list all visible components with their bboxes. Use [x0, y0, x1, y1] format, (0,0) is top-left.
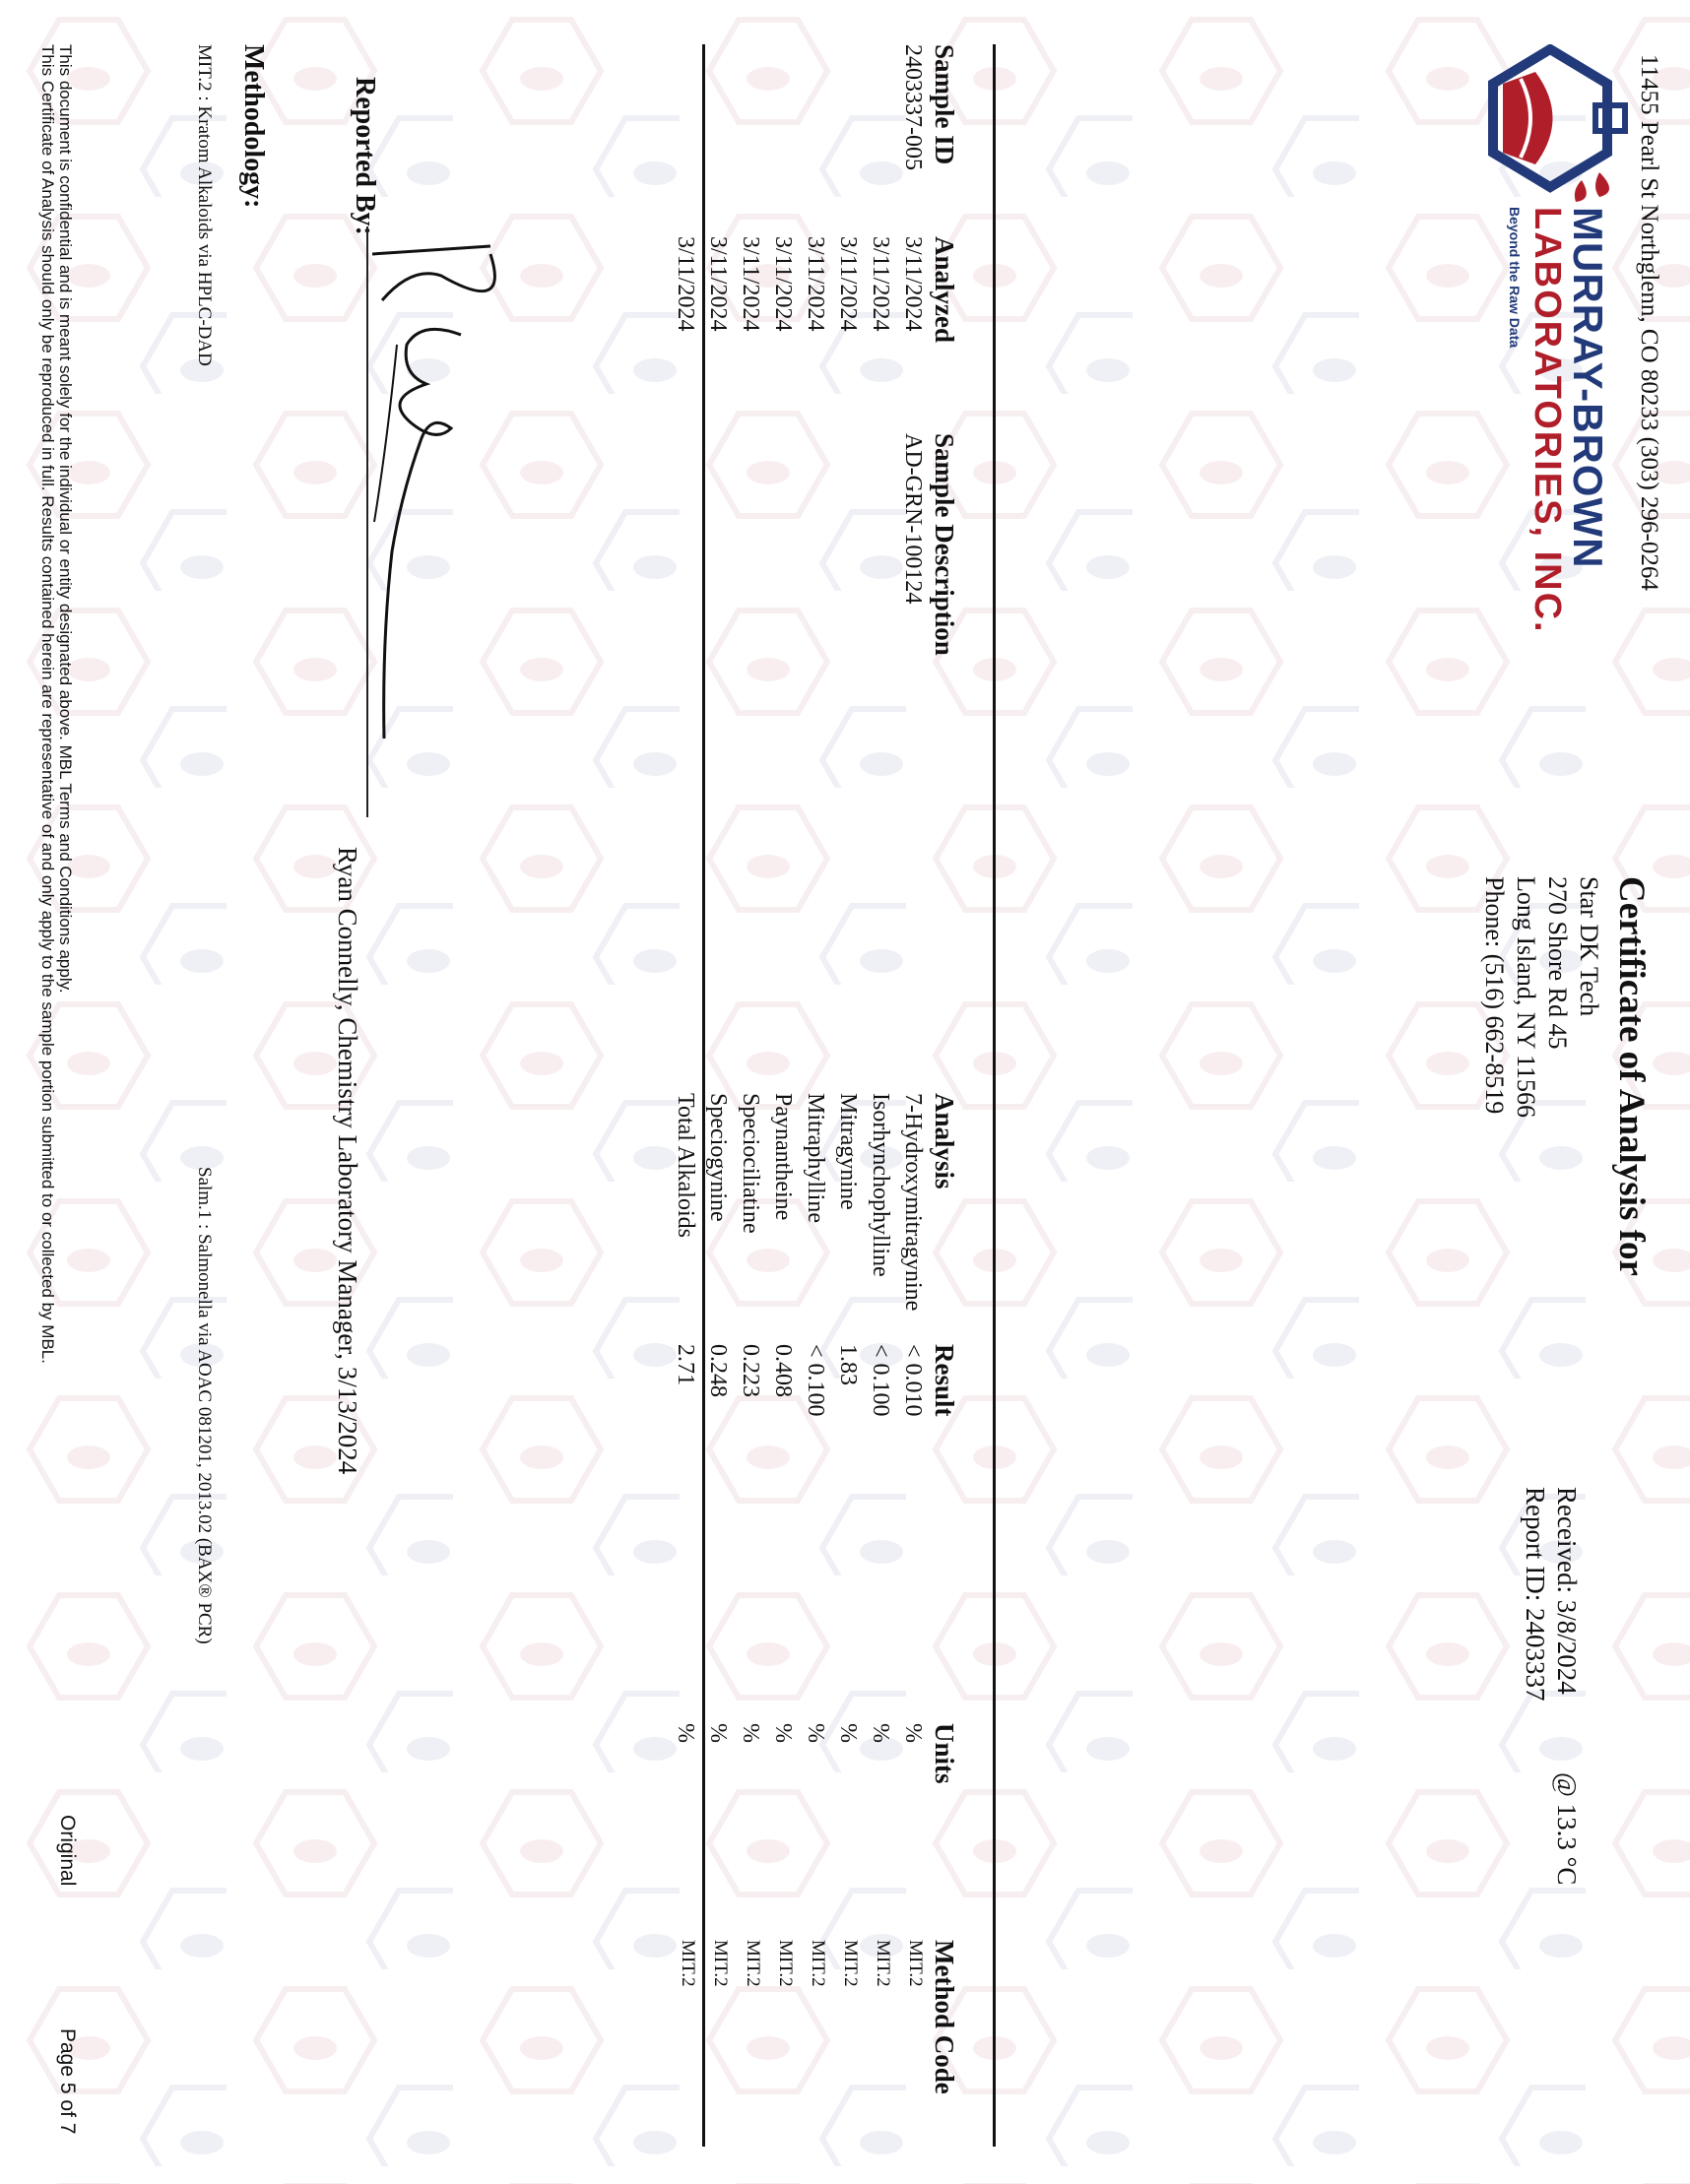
- analyzed-date: 3/11/2024: [835, 236, 861, 332]
- analysis-name: Speciociliatine: [738, 1093, 763, 1234]
- analyzed-date: 3/11/2024: [868, 236, 893, 332]
- method-code: MIT.2: [710, 1940, 731, 1987]
- table-top-rule: [993, 44, 996, 2147]
- analysis-name: Total Alkaloids: [673, 1093, 698, 1238]
- analyzed-date: 3/11/2024: [705, 236, 731, 332]
- method-code: MIT.2: [743, 1940, 763, 1987]
- header-sample-description: Sample Description: [930, 433, 959, 656]
- analyzed-date: 3/11/2024: [900, 236, 926, 332]
- units-value: %: [738, 1723, 763, 1743]
- sample-id-value: 2403337-005: [900, 44, 926, 170]
- header-result: Result: [930, 1344, 959, 1417]
- client-name: Star DK Tech: [1575, 876, 1603, 1017]
- disclaimer-line-1: This document is confidential and is meant solely for the individual or entity designated above. MBL Terms and Conditions apply.: [56, 44, 75, 994]
- table-bottom-rule: [702, 44, 705, 2147]
- analysis-name: 7-Hydroxymitragynine: [900, 1093, 926, 1312]
- lab-name-line-1: MURRAY-BROWN: [1565, 207, 1611, 569]
- analysis-name: Paynantheine: [770, 1093, 796, 1221]
- header-analyzed: Analyzed: [930, 236, 959, 343]
- lab-tagline: Beyond the Raw Data: [1507, 207, 1523, 349]
- lab-name-line-2: LABORATORIES, INC.: [1527, 207, 1568, 634]
- client-address-1: 270 Shore Rd 45: [1543, 876, 1572, 1050]
- received-temperature: @ 13.3 °C: [1552, 1772, 1582, 1886]
- units-value: %: [673, 1723, 698, 1743]
- result-value: 1.83: [835, 1344, 861, 1385]
- result-value: 0.223: [738, 1344, 763, 1397]
- client-address-2: Long Island, NY 11566: [1512, 876, 1540, 1119]
- document-status: Original: [56, 1815, 79, 1887]
- method-code: MIT.2: [808, 1940, 828, 1987]
- result-value: 0.408: [770, 1344, 796, 1397]
- disclaimer-line-2: This Certificate of Analysis should only be reproduced in full. Results contained herein are representative of and only apply to the sample portion submitted to or collected by MBL.: [38, 44, 57, 1364]
- received-date: Received: 3/8/2024: [1552, 1487, 1582, 1695]
- analyzed-date: 3/11/2024: [803, 236, 828, 332]
- units-value: %: [835, 1723, 861, 1743]
- lab-logo: [1476, 44, 1629, 634]
- units-value: %: [770, 1723, 796, 1743]
- sample-description-value: AD-GRN-100124: [900, 433, 926, 605]
- analyzed-date: 3/11/2024: [673, 236, 698, 332]
- header-analysis: Analysis: [930, 1093, 959, 1189]
- header-units: Units: [930, 1723, 959, 1784]
- analyzed-date: 3/11/2024: [770, 236, 796, 332]
- analysis-name: Isorhynchophylline: [868, 1093, 893, 1277]
- methodology-item: MIT.2 : Kratom Alkaloids via HPLC-DAD: [194, 44, 215, 366]
- units-value: %: [900, 1723, 926, 1743]
- page-number: Page 5 of 7: [56, 2028, 79, 2135]
- analysis-name: Speciogynine: [705, 1093, 731, 1222]
- signature-image: [362, 226, 520, 837]
- client-phone: Phone: (516) 662-8519: [1480, 876, 1509, 1115]
- result-value: < 0.010: [900, 1344, 926, 1417]
- methodology-item: Salm.1 : Salmonella via AOAC 081201, 2013.02 (BAX® PCR): [194, 1167, 215, 1644]
- methodology-heading: Methodology:: [238, 44, 269, 209]
- result-value: 0.248: [705, 1344, 731, 1397]
- hexagon-flask-logo-icon: [1481, 44, 1629, 202]
- analyzed-date: 3/11/2024: [738, 236, 763, 332]
- header-method-code: Method Code: [930, 1940, 959, 2094]
- units-value: %: [868, 1723, 893, 1743]
- method-code: MIT.2: [775, 1940, 796, 1987]
- analysis-name: Mitraphylline: [803, 1093, 828, 1223]
- method-code: MIT.2: [678, 1940, 698, 1987]
- header-sample-id: Sample ID: [930, 44, 959, 165]
- units-value: %: [803, 1723, 828, 1743]
- analysis-name: Mitragynine: [835, 1093, 861, 1210]
- units-value: %: [705, 1723, 731, 1743]
- document-title: Certificate of Analysis for: [1611, 876, 1652, 1276]
- method-code: MIT.2: [905, 1940, 926, 1987]
- report-id: Report ID: 2403337: [1521, 1487, 1550, 1702]
- result-value: < 0.100: [803, 1344, 828, 1417]
- method-code: MIT.2: [873, 1940, 893, 1987]
- result-value: < 0.100: [868, 1344, 893, 1417]
- reporter-name: Ryan Connelly, Chemistry Laboratory Manager, 3/13/2024: [333, 847, 362, 1475]
- lab-address: 11455 Pearl St Northglenn, CO 80233 (303) 296-0264: [1636, 54, 1662, 591]
- method-code: MIT.2: [840, 1940, 861, 1987]
- result-value: 2.71: [673, 1344, 698, 1385]
- reported-by-label: Reported By:: [350, 77, 380, 235]
